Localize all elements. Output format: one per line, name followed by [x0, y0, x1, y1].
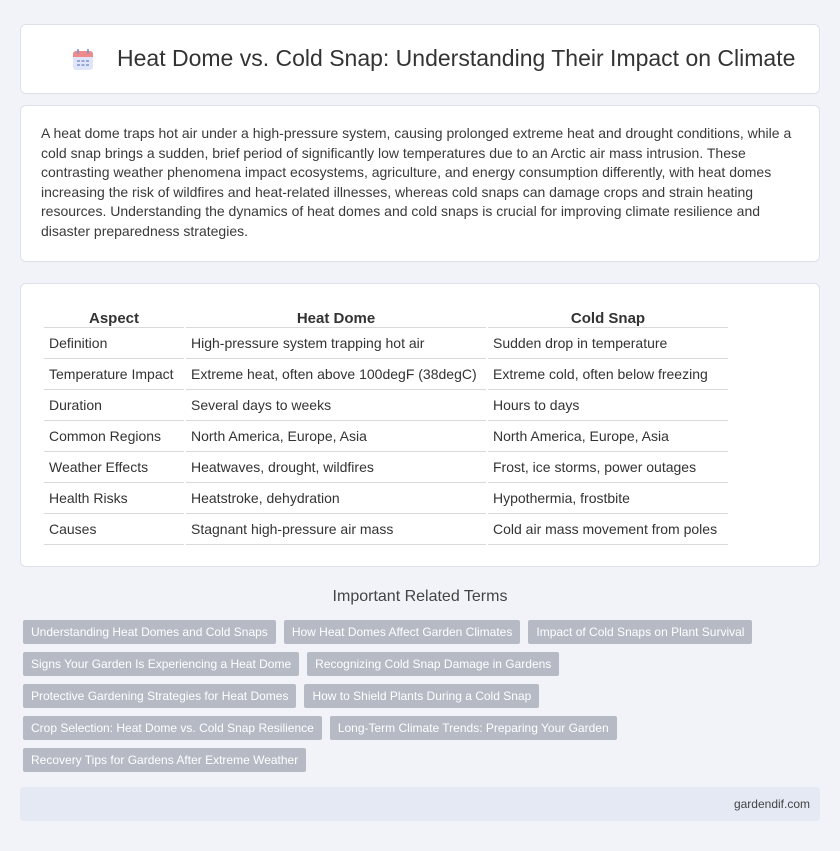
comparison-card: [20, 283, 820, 567]
related-term-link[interactable]: Recognizing Cold Snap Damage in Gardens: [307, 652, 559, 676]
tag-row: [23, 748, 823, 772]
table-cell: Hours to days: [488, 390, 728, 421]
table-cell: Cold air mass movement from poles: [488, 514, 728, 545]
table-cell: North America, Europe, Asia: [186, 421, 486, 452]
header-card: [20, 24, 820, 94]
table-cell: Duration: [44, 390, 184, 421]
table-cell: Weather Effects: [44, 452, 184, 483]
intro-card: [20, 105, 820, 262]
column-header-heat-dome: Heat Dome: [186, 305, 486, 328]
table-cell: Health Risks: [44, 483, 184, 514]
related-terms-heading: Important Related Terms: [332, 588, 508, 605]
related-term-link[interactable]: Signs Your Garden Is Experiencing a Heat Dome: [23, 652, 299, 676]
related-term-link[interactable]: Crop Selection: Heat Dome vs. Cold Snap Resilience: [23, 716, 322, 740]
table-row: [44, 421, 728, 452]
table-cell: Definition: [44, 328, 184, 359]
footer-site-link[interactable]: gardendif.com: [733, 797, 810, 811]
related-term-link[interactable]: Protective Gardening Strategies for Heat Domes: [23, 684, 296, 708]
tag-row: [23, 716, 823, 740]
table-cell: Temperature Impact: [44, 359, 184, 390]
related-term-link[interactable]: Understanding Heat Domes and Cold Snaps: [23, 620, 276, 644]
column-header-cold-snap: Cold Snap: [488, 305, 728, 328]
table-cell: North America, Europe, Asia: [488, 421, 728, 452]
table-row: [44, 359, 728, 390]
table-cell: Hypothermia, frostbite: [488, 483, 728, 514]
table-cell: Frost, ice storms, power outages: [488, 452, 728, 483]
table-row: [44, 483, 728, 514]
tag-row: [23, 684, 823, 708]
table-cell: Heatstroke, dehydration: [186, 483, 486, 514]
calendar-icon: [71, 48, 95, 72]
intro-text: A heat dome traps hot air under a high-pressure system, causing prolonged extreme heat and drought conditions, while a cold snap brings a sudden, brief period of significantly low temperatures due to an Arctic air mass intrusion. These contrasting weather phenomena impact ecosystems, agriculture, and energy consumption differently, with heat domes increasing the risk of wildfires and heat-related illnesses, whereas cold snaps can damage crops and strain heating resources. Understanding the dynamics of heat domes and cold snaps is crucial for improving climate resilience and disaster preparedness strategies.: [41, 125, 792, 239]
related-term-link[interactable]: How Heat Domes Affect Garden Climates: [284, 620, 521, 644]
table-cell: Common Regions: [44, 421, 184, 452]
footer: [20, 787, 820, 821]
related-terms-list: [23, 620, 823, 780]
table-cell: Extreme cold, often below freezing: [488, 359, 728, 390]
page-title: Heat Dome vs. Cold Snap: Understanding Their Impact on Climate: [117, 45, 796, 71]
table-header-row: [44, 305, 728, 328]
table-cell: Several days to weeks: [186, 390, 486, 421]
column-header-aspect: Aspect: [44, 305, 184, 328]
tag-row: [23, 620, 823, 644]
related-term-link[interactable]: Long-Term Climate Trends: Preparing Your Garden: [330, 716, 617, 740]
table-cell: Causes: [44, 514, 184, 545]
table-row: [44, 452, 728, 483]
table-cell: Heatwaves, drought, wildfires: [186, 452, 486, 483]
table-row: [44, 514, 728, 545]
table-row: [44, 328, 728, 359]
table-cell: Stagnant high-pressure air mass: [186, 514, 486, 545]
related-term-link[interactable]: How to Shield Plants During a Cold Snap: [304, 684, 539, 708]
table-cell: Extreme heat, often above 100degF (38degC): [186, 359, 486, 390]
table-row: [44, 390, 728, 421]
comparison-table: [42, 305, 730, 545]
tag-row: [23, 652, 823, 676]
table-cell: High-pressure system trapping hot air: [186, 328, 486, 359]
related-term-link[interactable]: Recovery Tips for Gardens After Extreme Weather: [23, 748, 306, 772]
related-term-link[interactable]: Impact of Cold Snaps on Plant Survival: [528, 620, 752, 644]
table-cell: Sudden drop in temperature: [488, 328, 728, 359]
